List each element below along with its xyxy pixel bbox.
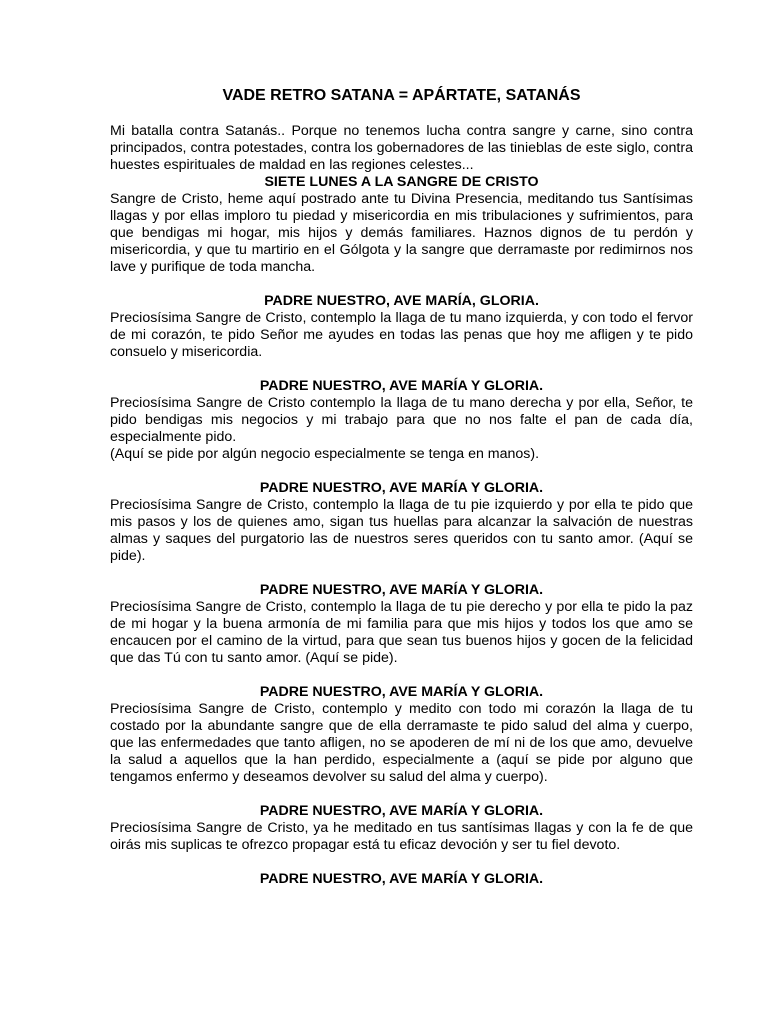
prayer-paragraph-5: Preciosísima Sangre de Cristo, contemplo y medito con todo mi corazón la llaga de tu costado por la abundante sangre que de ella derramaste te pido salud del alma y cuerpo, que las enfermedades que tanto afligen, no se apoderen de mí ni de los que amo, devuelve la salud a aquellos que la han perdido, especialmente a (aquí se pide por alguno que tengamos enfermo y deseamos devolver su salud del alma y cuerpo).	[110, 701, 693, 785]
spacer	[110, 854, 693, 871]
prayer-heading-4: PADRE NUESTRO, AVE MARÍA Y GLORIA.	[259, 582, 544, 598]
spacer	[110, 463, 693, 480]
spacer	[110, 276, 693, 293]
prayer-paragraph-1: Preciosísima Sangre de Cristo, contemplo la llaga de tu mano izquierda, y con todo el fervor de mi corazón, te pido Señor me ayudes en todas las penas que hoy me afligen y te pido consuelo y misericordia.	[110, 310, 693, 360]
closing-heading: PADRE NUESTRO, AVE MARÍA Y GLORIA.	[259, 871, 544, 887]
prayer-paragraph-6: Preciosísima Sangre de Cristo, ya he meditado en tus santísimas llagas y con la fe de que oirás mis suplicas te ofrezco propagar está tu eficaz devoción y ser tu fiel devoto.	[110, 820, 693, 853]
subtitle-heading: SIETE LUNES A LA SANGRE DE CRISTO	[264, 174, 539, 190]
spacer	[110, 361, 693, 378]
prayer-heading-2: PADRE NUESTRO, AVE MARÍA Y GLORIA.	[259, 378, 544, 394]
intro-paragraph: Mi batalla contra Satanás.. Porque no tenemos lucha contra sangre y carne, sino contra principados, contra potestades, contra los gobernadores de las tinieblas de este siglo, contra huestes espirituales de maldad en las regiones celestes...	[110, 123, 693, 173]
prayer-paragraph-3: Preciosísima Sangre de Cristo, contemplo la llaga de tu pie izquierdo y por ella te pido que mis pasos y los de quienes amo, sigan tus huellas para alcanzar la salvación de nuestras almas y saques del purgatorio las de nuestros seres queridos con tu santo amor. (Aquí se pide).	[110, 497, 693, 564]
prayer-heading-5: PADRE NUESTRO, AVE MARÍA Y GLORIA.	[259, 684, 544, 700]
document-title: VADE RETRO SATANA = APÁRTATE, SATANÁS	[222, 87, 581, 104]
spacer	[110, 667, 693, 684]
spacer	[110, 786, 693, 803]
prayer-note-2: (Aquí se pide por algún negocio especialmente se tenga en manos).	[110, 446, 540, 462]
prayer-paragraph-2: Preciosísima Sangre de Cristo contemplo la llaga de tu mano derecha y por ella, Señor, te pido bendigas mis negocios y mi trabajo para que no nos falte el pan de cada día, especialmente pido.	[110, 395, 693, 445]
document-page	[110, 86, 693, 888]
opening-prayer-paragraph: Sangre de Cristo, heme aquí postrado ante tu Divina Presencia, meditando tus Santísimas llagas y por ellas imploro tu piedad y misericordia en mis tribulaciones y sufrimientos, para que bendigas mi hogar, mis hijos y demás familiares. Haznos dignos de tu perdón y misericordia, y que tu martirio en el Gólgota y la sangre que derramaste por redimirnos nos lave y purifique de toda mancha.	[110, 191, 693, 275]
prayer-paragraph-4: Preciosísima Sangre de Cristo, contemplo la llaga de tu pie derecho y por ella te pido la paz de mi hogar y la buena armonía de mi familia para que mis hijos y todos los que amo se encaucen por el camino de la virtud, para que sean tus buenos hijos y gocen de la felicidad que das Tú con tu santo amor. (Aquí se pide).	[110, 599, 693, 666]
prayer-heading-6: PADRE NUESTRO, AVE MARÍA Y GLORIA.	[259, 803, 544, 819]
prayer-heading-1: PADRE NUESTRO, AVE MARÍA, GLORIA.	[264, 293, 539, 309]
prayer-heading-3: PADRE NUESTRO, AVE MARÍA Y GLORIA.	[259, 480, 544, 496]
spacer	[110, 565, 693, 582]
